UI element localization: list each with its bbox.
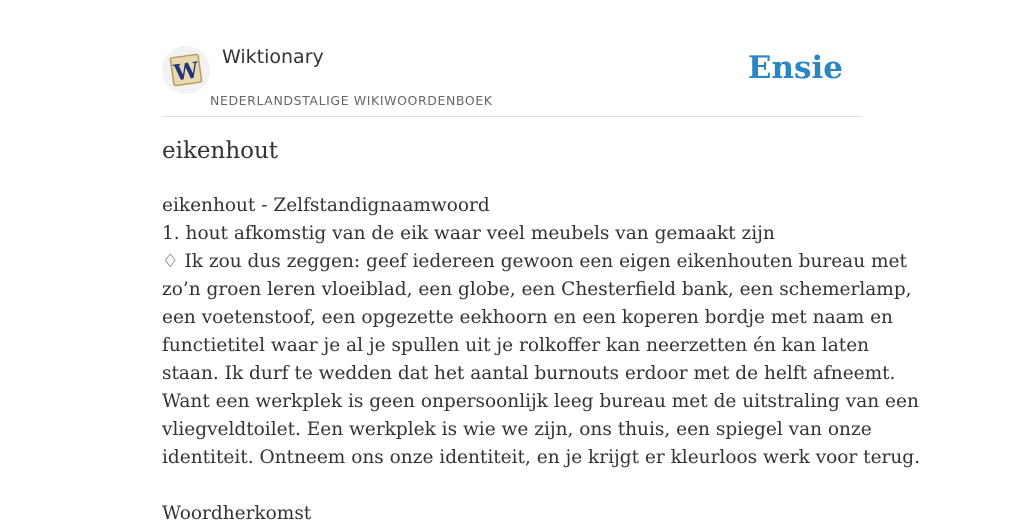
wiktionary-tile-icon — [162, 46, 210, 94]
site-name[interactable]: Wiktionary — [222, 46, 324, 68]
paragraph-gap — [162, 472, 862, 500]
section-heading-etymology: Woordherkomst — [162, 503, 312, 524]
example-line: vliegveldtoilet. Een werkplek is wie we zijn, ons thuis, een spiegel van onze — [162, 419, 872, 440]
example-line: identiteit. Ontneem ons onze identiteit, en je krijgt er kleurloos werk voor terug. — [162, 447, 921, 468]
site-header — [162, 38, 862, 117]
example-line: een voetenstoof, een opgezette eekhoorn en een koperen bordje met naam en — [162, 307, 893, 328]
example-line: staan. Ik durf te wedden dat het aantal burnouts erdoor met de helft afneemt. — [162, 363, 896, 384]
definition-line: 1. hout afkomstig van de eik waar veel meubels van gemaakt zijn — [162, 223, 775, 244]
site-subtitle: NEDERLANDSTALIGE WIKIWOORDENBOEK — [210, 93, 493, 108]
example-line: Want een werkplek is geen onpersoonlijk leeg bureau met de uitstraling van een — [162, 391, 919, 412]
example-line: ♢ Ik zou dus zeggen: geef iedereen gewoon een eigen eikenhouten bureau met — [162, 251, 907, 272]
example-line: zo’n groen leren vloeiblad, een globe, een Chesterfield bank, een schemerlamp, — [162, 279, 912, 300]
ensie-brand-link[interactable]: Ensie — [747, 50, 843, 86]
entry-content — [162, 192, 921, 528]
part-of-speech-line: eikenhout - Zelfstandignaamwoord — [162, 195, 490, 216]
wiktionary-logo-icon[interactable] — [162, 46, 210, 94]
page-title: eikenhout — [162, 138, 279, 164]
example-line: functietitel waar je al je spullen uit je rolkoffer kan neerzetten én kan laten — [162, 335, 870, 356]
logo-letter: W — [172, 57, 201, 87]
